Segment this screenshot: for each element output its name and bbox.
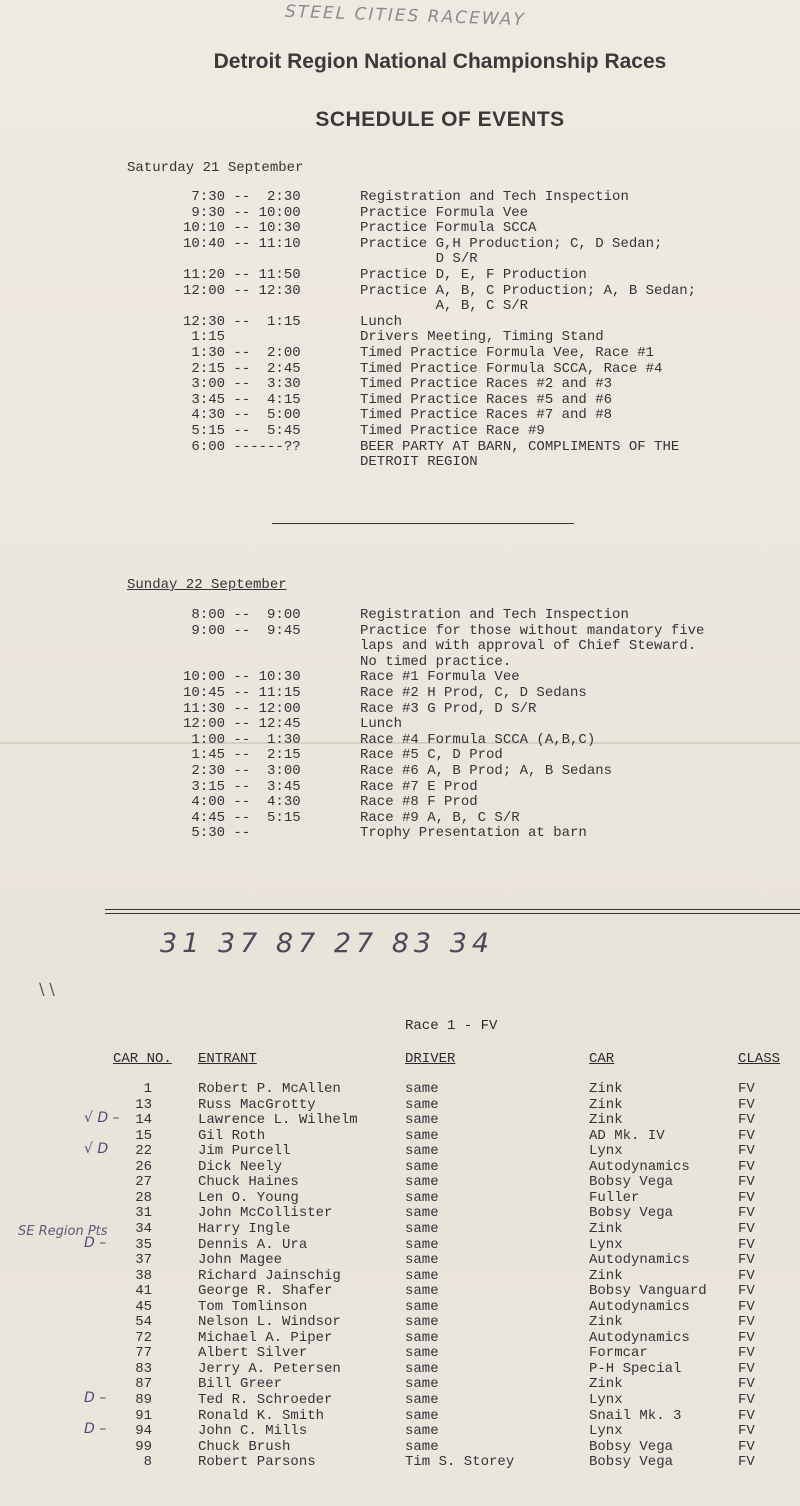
handwritten-entry-mark: D – xyxy=(84,1421,107,1438)
table-row xyxy=(0,1454,800,1470)
event-description: Practice D, E, F Production xyxy=(360,267,587,283)
entrant-name: Lawrence L. Wilhelm xyxy=(198,1112,358,1129)
event-description: Practice for those without mandatory five laps and with approval of Chief Steward. No timed practice. xyxy=(360,622,705,670)
car-model: Autodynamics xyxy=(589,1252,690,1269)
handwritten-margin-mark: ∖∖ xyxy=(36,980,57,999)
event-time: 1:45 -- 2:15 xyxy=(183,747,301,764)
car-model: Lynx xyxy=(589,1423,623,1440)
schedule-event xyxy=(0,362,800,378)
event-description: Trophy Presentation at barn xyxy=(360,825,587,842)
car-model: Zink xyxy=(589,1314,623,1331)
saturday-heading: Saturday 21 September xyxy=(127,160,304,176)
table-row xyxy=(0,1174,800,1190)
event-description: Drivers Meeting, Timing Stand xyxy=(360,329,604,346)
driver-name: same xyxy=(405,1081,439,1097)
schedule-event xyxy=(0,670,800,686)
car-number: 99 xyxy=(135,1438,152,1455)
car-class: FV xyxy=(738,1298,755,1315)
entrant-name: George R. Shafer xyxy=(198,1283,333,1300)
col-entrant: ENTRANT xyxy=(198,1051,257,1067)
car-class: FV xyxy=(738,1158,755,1175)
table-row xyxy=(0,1392,800,1408)
car-number: 77 xyxy=(135,1345,152,1362)
car-model: Lynx xyxy=(589,1143,623,1160)
event-time: 12:30 -- 1:15 xyxy=(183,313,301,330)
entrant-name: Chuck Haines xyxy=(198,1174,299,1191)
schedule-event xyxy=(0,440,800,471)
driver-name: Tim S. Storey xyxy=(405,1454,515,1471)
event-time: 2:15 -- 2:45 xyxy=(183,360,301,377)
event-description: Practice G,H Production; C, D Sedan; D S/R xyxy=(360,235,663,268)
table-row xyxy=(0,1439,800,1455)
schedule-event xyxy=(0,811,800,827)
entrant-name: John McCollister xyxy=(198,1205,333,1222)
car-model: P-H Special xyxy=(589,1360,682,1377)
schedule-event xyxy=(0,393,800,409)
document-title: Detroit Region National Championship Races xyxy=(213,50,667,73)
sunday-heading: Sunday 22 September xyxy=(127,577,287,593)
event-description: Race #8 F Prod xyxy=(360,794,478,811)
event-time: 7:30 -- 2:30 xyxy=(183,189,301,205)
table-row xyxy=(0,1159,800,1175)
entrant-name: Dick Neely xyxy=(198,1158,283,1175)
car-class: FV xyxy=(738,1392,755,1408)
event-description: Practice Formula SCCA xyxy=(360,220,537,237)
car-model: Autodynamics xyxy=(589,1298,690,1315)
car-class: FV xyxy=(738,1360,755,1377)
table-row xyxy=(0,1112,800,1128)
car-class: FV xyxy=(738,1189,755,1206)
car-model: Zink xyxy=(589,1112,623,1129)
schedule-event xyxy=(0,764,800,780)
driver-name: same xyxy=(405,1360,439,1377)
event-description: Timed Practice Races #7 and #8 xyxy=(360,407,613,424)
event-time: 10:00 -- 10:30 xyxy=(183,669,301,686)
entrant-name: Robert P. McAllen xyxy=(198,1081,341,1097)
event-time: 6:00 ------?? xyxy=(183,438,301,455)
event-time: 4:45 -- 5:15 xyxy=(183,809,301,826)
handwritten-entry-mark: √ D xyxy=(84,1141,109,1158)
car-number: 72 xyxy=(135,1329,152,1346)
table-row xyxy=(0,1361,800,1377)
car-class: FV xyxy=(738,1283,755,1300)
schedule-event xyxy=(0,237,800,268)
schedule-event xyxy=(0,315,800,331)
event-time: 2:30 -- 3:00 xyxy=(183,763,301,779)
event-time: 5:15 -- 5:45 xyxy=(183,423,301,439)
event-description: Timed Practice Formula Vee, Race #1 xyxy=(360,345,655,361)
driver-name: same xyxy=(405,1423,439,1440)
driver-name: same xyxy=(405,1407,439,1424)
car-class: FV xyxy=(738,1376,755,1393)
event-description: Race #6 A, B Prod; A, B Sedans xyxy=(360,763,613,779)
car-number: 89 xyxy=(135,1392,152,1408)
handwritten-raceway-note: STEEL CITIES RACEWAY xyxy=(284,1,527,31)
car-number: 31 xyxy=(135,1205,152,1222)
schedule-event xyxy=(0,284,800,315)
event-description: Registration and Tech Inspection xyxy=(360,607,629,623)
car-model: Zink xyxy=(589,1081,623,1097)
schedule-event xyxy=(0,702,800,718)
car-class: FV xyxy=(738,1143,755,1160)
entrant-name: John C. Mills xyxy=(198,1423,308,1440)
entrant-name: Gil Roth xyxy=(198,1127,266,1144)
entrant-name: Dennis A. Ura xyxy=(198,1236,308,1253)
driver-name: same xyxy=(405,1314,439,1331)
car-class: FV xyxy=(738,1345,755,1362)
car-model: Formcar xyxy=(589,1345,648,1362)
event-description: Timed Practice Formula SCCA, Race #4 xyxy=(360,360,663,377)
section-divider xyxy=(272,523,574,524)
car-number: 13 xyxy=(135,1096,152,1113)
car-model: Fuller xyxy=(589,1189,640,1206)
car-class: FV xyxy=(738,1252,755,1269)
car-model: Lynx xyxy=(589,1236,623,1253)
table-row xyxy=(0,1234,800,1253)
car-class: FV xyxy=(738,1174,755,1191)
event-description: Practice Formula Vee xyxy=(360,204,529,221)
schedule-event xyxy=(0,408,800,424)
car-number: 14 xyxy=(135,1112,152,1129)
handwritten-entry-mark: D – xyxy=(84,1390,107,1406)
driver-name: same xyxy=(405,1205,439,1222)
event-description: Race #2 H Prod, C, D Sedans xyxy=(360,685,587,701)
car-class: FV xyxy=(738,1112,755,1129)
entrant-name: Ted R. Schroeder xyxy=(198,1392,333,1408)
car-class: FV xyxy=(738,1407,755,1424)
driver-name: same xyxy=(405,1220,439,1237)
event-time: 3:15 -- 3:45 xyxy=(183,778,301,795)
table-row xyxy=(0,1143,800,1159)
handwritten-entry-mark: √ D – xyxy=(84,1110,120,1127)
car-number: 83 xyxy=(135,1360,152,1377)
event-description: Timed Practice Races #5 and #6 xyxy=(360,391,613,408)
car-class: FV xyxy=(738,1236,755,1253)
entrant-name: Tom Tomlinson xyxy=(198,1298,308,1315)
col-class: CLASS xyxy=(738,1051,781,1067)
table-row xyxy=(0,1314,800,1330)
car-number: 87 xyxy=(135,1376,152,1393)
event-description: Race #9 A, B, C S/R xyxy=(360,809,520,826)
event-time: 12:00 -- 12:45 xyxy=(183,716,301,733)
schedule-event xyxy=(0,424,800,440)
table-row xyxy=(0,1423,800,1439)
schedule-event xyxy=(0,733,800,749)
car-model: Snail Mk. 3 xyxy=(589,1407,682,1424)
car-number: 34 xyxy=(135,1220,152,1237)
entrant-name: Nelson L. Windsor xyxy=(198,1314,341,1331)
car-class: FV xyxy=(738,1096,755,1113)
driver-name: same xyxy=(405,1252,439,1269)
table-row xyxy=(0,1268,800,1284)
event-time: 10:45 -- 11:15 xyxy=(183,685,301,701)
driver-name: same xyxy=(405,1174,439,1191)
schedule-event xyxy=(0,748,800,764)
entrant-name: Chuck Brush xyxy=(198,1438,291,1455)
car-class: FV xyxy=(738,1314,755,1331)
event-description: Registration and Tech Inspection xyxy=(360,189,629,205)
car-number: 91 xyxy=(135,1407,152,1424)
driver-name: same xyxy=(405,1345,439,1362)
table-row xyxy=(0,1345,800,1361)
event-description: Race #7 E Prod xyxy=(360,778,478,795)
car-class: FV xyxy=(738,1329,755,1346)
driver-name: same xyxy=(405,1096,439,1113)
schedule-event xyxy=(0,608,800,624)
event-time: 5:30 -- xyxy=(183,825,251,842)
car-class: FV xyxy=(738,1127,755,1144)
driver-name: same xyxy=(405,1283,439,1300)
double-rule-bottom xyxy=(105,913,800,914)
schedule-event xyxy=(0,780,800,796)
car-number: 22 xyxy=(135,1143,152,1160)
entrant-name: Richard Jainschig xyxy=(198,1267,341,1284)
event-description: Race #5 C, D Prod xyxy=(360,747,503,764)
event-time: 4:30 -- 5:00 xyxy=(183,407,301,424)
driver-name: same xyxy=(405,1112,439,1129)
car-class: FV xyxy=(738,1454,755,1471)
event-description: Race #4 Formula SCCA (A,B,C) xyxy=(360,731,596,748)
handwritten-entry-mark: D – xyxy=(84,1234,107,1251)
race-title: Race 1 - FV xyxy=(405,1018,498,1034)
car-model: Autodynamics xyxy=(589,1158,690,1175)
car-model: Bobsy Vega xyxy=(589,1438,674,1455)
car-model: Bobsy Vega xyxy=(589,1205,674,1222)
table-row xyxy=(0,1252,800,1268)
car-model: Autodynamics xyxy=(589,1329,690,1346)
table-row xyxy=(0,1376,800,1392)
driver-name: same xyxy=(405,1158,439,1175)
schedule-event xyxy=(0,686,800,702)
event-description: Race #3 G Prod, D S/R xyxy=(360,700,537,717)
driver-name: same xyxy=(405,1267,439,1284)
col-car: CAR xyxy=(589,1051,615,1067)
table-row xyxy=(0,1221,800,1237)
car-class: FV xyxy=(738,1438,755,1455)
car-model: Lynx xyxy=(589,1392,623,1408)
car-number: 26 xyxy=(135,1158,152,1175)
event-description: Practice A, B, C Production; A, B Sedan; A, B, C S/R xyxy=(360,282,697,315)
event-description: Lunch xyxy=(360,313,403,330)
event-time: 11:20 -- 11:50 xyxy=(183,267,301,283)
car-number: 94 xyxy=(135,1423,152,1440)
car-class: FV xyxy=(738,1267,755,1284)
schedule-event xyxy=(0,190,800,206)
schedule-event xyxy=(0,346,800,362)
table-row xyxy=(0,1081,800,1097)
event-time: 3:00 -- 3:30 xyxy=(183,376,301,393)
event-time: 1:30 -- 2:00 xyxy=(183,345,301,361)
event-time: 1:00 -- 1:30 xyxy=(183,731,301,748)
event-time: 3:45 -- 4:15 xyxy=(183,391,301,408)
car-model: AD Mk. IV xyxy=(589,1127,665,1144)
entrant-name: Albert Silver xyxy=(198,1345,308,1362)
col-car-no: CAR NO. xyxy=(113,1051,172,1067)
driver-name: same xyxy=(405,1392,439,1408)
car-class: FV xyxy=(738,1423,755,1440)
driver-name: same xyxy=(405,1298,439,1315)
table-row xyxy=(0,1128,800,1144)
table-row xyxy=(0,1283,800,1299)
schedule-event xyxy=(0,330,800,346)
schedule-event xyxy=(0,624,800,671)
car-number: 41 xyxy=(135,1283,152,1300)
event-description: Timed Practice Races #2 and #3 xyxy=(360,376,613,393)
document-subtitle: SCHEDULE OF EVENTS xyxy=(315,108,565,131)
car-model: Zink xyxy=(589,1096,623,1113)
driver-name: same xyxy=(405,1438,439,1455)
col-driver: DRIVER xyxy=(405,1051,456,1067)
schedule-event xyxy=(0,206,800,222)
handwritten-numbers: 31 37 87 27 83 34 xyxy=(160,928,495,959)
event-time: 12:00 -- 12:30 xyxy=(183,282,301,299)
driver-name: same xyxy=(405,1127,439,1144)
table-row xyxy=(0,1299,800,1315)
event-time: 4:00 -- 4:30 xyxy=(183,794,301,811)
driver-name: same xyxy=(405,1329,439,1346)
event-time: 9:30 -- 10:00 xyxy=(183,204,301,221)
entrant-name: Robert Parsons xyxy=(198,1454,316,1471)
car-number: 15 xyxy=(135,1127,152,1144)
schedule-event xyxy=(0,268,800,284)
event-time: 8:00 -- 9:00 xyxy=(183,607,301,623)
car-class: FV xyxy=(738,1220,755,1237)
handwritten-region-note: SE Region Pts xyxy=(18,1224,108,1239)
driver-name: same xyxy=(405,1143,439,1160)
entrant-name: Russ MacGrotty xyxy=(198,1096,316,1113)
event-description: BEER PARTY AT BARN, COMPLIMENTS OF THE DETROIT REGION xyxy=(360,438,680,471)
car-model: Zink xyxy=(589,1376,623,1393)
car-number: 28 xyxy=(135,1189,152,1206)
entrant-name: Jerry A. Petersen xyxy=(198,1360,341,1377)
car-class: FV xyxy=(738,1205,755,1222)
entrant-name: Ronald K. Smith xyxy=(198,1407,325,1424)
car-number: 37 xyxy=(135,1252,152,1269)
car-number: 45 xyxy=(135,1298,152,1315)
car-model: Bobsy Vega xyxy=(589,1454,674,1471)
car-model: Zink xyxy=(589,1267,623,1284)
driver-name: same xyxy=(405,1189,439,1206)
table-row xyxy=(0,1190,800,1206)
entrant-name: Harry Ingle xyxy=(198,1220,291,1237)
car-class: FV xyxy=(738,1081,755,1097)
car-number: 1 xyxy=(143,1081,152,1097)
event-time: 10:40 -- 11:10 xyxy=(183,235,301,252)
entrant-name: John Magee xyxy=(198,1252,283,1269)
schedule-event xyxy=(0,221,800,237)
event-time: 1:15 xyxy=(183,329,226,346)
table-row xyxy=(0,1205,800,1221)
entrant-name: Len O. Young xyxy=(198,1189,299,1206)
event-description: Lunch xyxy=(360,716,403,733)
schedule-event xyxy=(0,377,800,393)
event-description: Timed Practice Race #9 xyxy=(360,423,545,439)
car-model: Bobsy Vanguard xyxy=(589,1283,707,1300)
car-number: 38 xyxy=(135,1267,152,1284)
table-row xyxy=(0,1330,800,1346)
entrant-name: Jim Purcell xyxy=(198,1143,291,1160)
car-number: 35 xyxy=(135,1236,152,1253)
car-number: 8 xyxy=(143,1454,152,1471)
driver-name: same xyxy=(405,1236,439,1253)
table-row xyxy=(0,1097,800,1113)
schedule-event xyxy=(0,795,800,811)
table-row xyxy=(0,1408,800,1424)
event-description: Race #1 Formula Vee xyxy=(360,669,520,686)
event-time: 10:10 -- 10:30 xyxy=(183,220,301,237)
car-model: Bobsy Vega xyxy=(589,1174,674,1191)
car-number: 27 xyxy=(135,1174,152,1191)
double-rule-top xyxy=(105,909,800,910)
car-number: 54 xyxy=(135,1314,152,1331)
car-model: Zink xyxy=(589,1220,623,1237)
entrant-name: Michael A. Piper xyxy=(198,1329,333,1346)
event-time: 11:30 -- 12:00 xyxy=(183,700,301,717)
driver-name: same xyxy=(405,1376,439,1393)
schedule-event xyxy=(0,826,800,842)
schedule-event xyxy=(0,717,800,733)
event-time: 9:00 -- 9:45 xyxy=(183,622,301,639)
entrant-name: Bill Greer xyxy=(198,1376,283,1393)
